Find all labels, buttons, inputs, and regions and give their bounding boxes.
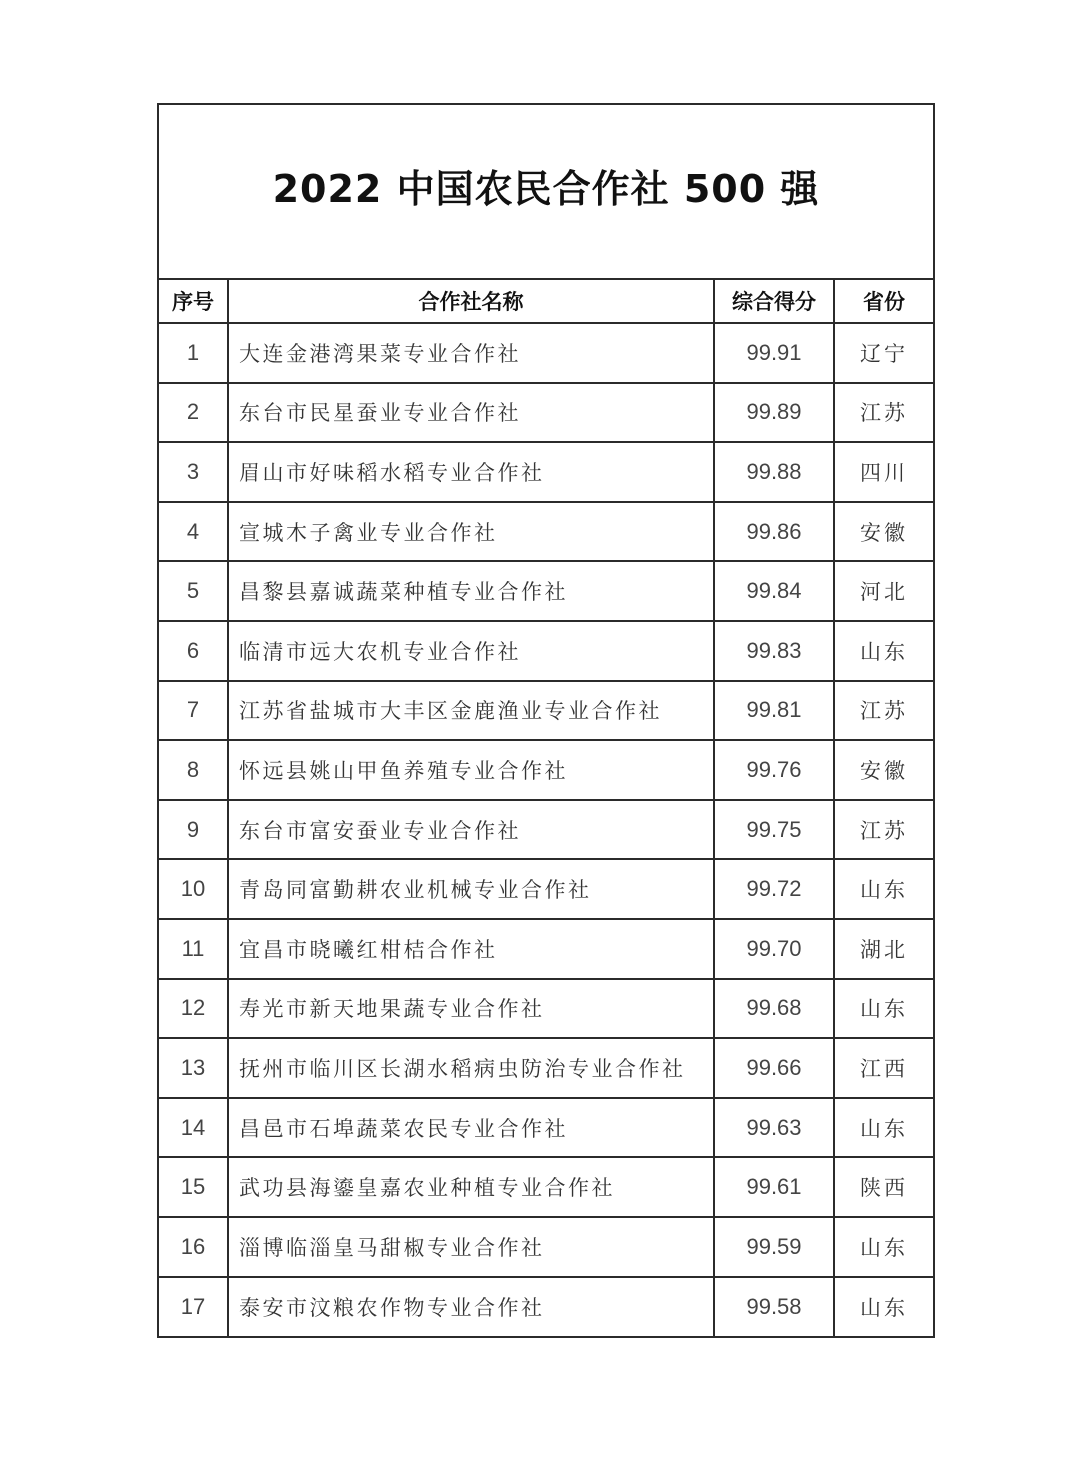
header-score: 综合得分 xyxy=(714,280,834,323)
table-row xyxy=(159,323,933,383)
cell-index: 17 xyxy=(159,1277,228,1337)
cell-score: 99.68 xyxy=(714,979,834,1039)
cell-province: 河北 xyxy=(834,561,933,621)
cell-province: 陕西 xyxy=(834,1157,933,1217)
cell-score: 99.89 xyxy=(714,383,834,443)
cell-province: 安徽 xyxy=(834,740,933,800)
ranking-table xyxy=(159,280,933,1336)
cell-province: 江苏 xyxy=(834,383,933,443)
cell-province: 山东 xyxy=(834,621,933,681)
cell-cooperative-name: 江苏省盐城市大丰区金鹿渔业专业合作社 xyxy=(228,681,714,741)
cell-province: 江西 xyxy=(834,1038,933,1098)
table-row xyxy=(159,383,933,443)
cell-score: 99.83 xyxy=(714,621,834,681)
cell-score: 99.59 xyxy=(714,1217,834,1277)
cell-province: 山东 xyxy=(834,1098,933,1158)
table-row xyxy=(159,740,933,800)
table-row xyxy=(159,1277,933,1337)
table-body xyxy=(159,323,933,1336)
cell-index: 16 xyxy=(159,1217,228,1277)
cell-province: 辽宁 xyxy=(834,323,933,383)
cell-province: 江苏 xyxy=(834,681,933,741)
table-header-row xyxy=(159,280,933,323)
title-cell xyxy=(159,105,933,280)
cell-index: 15 xyxy=(159,1157,228,1217)
table-row xyxy=(159,979,933,1039)
cell-cooperative-name: 宣城木子禽业专业合作社 xyxy=(228,502,714,562)
cell-province: 江苏 xyxy=(834,800,933,860)
table-row xyxy=(159,621,933,681)
table-row xyxy=(159,502,933,562)
cell-score: 99.66 xyxy=(714,1038,834,1098)
table-row xyxy=(159,859,933,919)
table-row xyxy=(159,1038,933,1098)
cell-score: 99.81 xyxy=(714,681,834,741)
cell-index: 2 xyxy=(159,383,228,443)
table-row xyxy=(159,442,933,502)
cell-score: 99.84 xyxy=(714,561,834,621)
cell-cooperative-name: 怀远县姚山甲鱼养殖专业合作社 xyxy=(228,740,714,800)
header-index: 序号 xyxy=(159,280,228,323)
table-row xyxy=(159,681,933,741)
cell-province: 山东 xyxy=(860,1295,908,1320)
cell-cooperative-name: 东台市富安蚕业专业合作社 xyxy=(228,800,714,860)
cell-cooperative-name: 东台市民星蚕业专业合作社 xyxy=(228,383,714,443)
table-row xyxy=(159,919,933,979)
cell-index: 6 xyxy=(159,621,228,681)
cell-index: 7 xyxy=(159,681,228,741)
cell-cooperative-name: 抚州市临川区长湖水稻病虫防治专业合作社 xyxy=(228,1038,714,1098)
cell-score: 99.88 xyxy=(714,442,834,502)
header-name: 合作社名称 xyxy=(228,280,714,323)
cell-province: 山东 xyxy=(834,979,933,1039)
table-row xyxy=(159,1217,933,1277)
cell-cooperative-name: 眉山市好味稻水稻专业合作社 xyxy=(228,442,714,502)
cell-cooperative-name: 青岛同富勤耕农业机械专业合作社 xyxy=(228,859,714,919)
cell-index: 10 xyxy=(159,859,228,919)
cell-province: 安徽 xyxy=(834,502,933,562)
cell-cooperative-name: 宜昌市晓曦红柑桔合作社 xyxy=(228,919,714,979)
table-row xyxy=(159,1098,933,1158)
cell-cooperative-name: 昌黎县嘉诚蔬菜种植专业合作社 xyxy=(228,561,714,621)
cell-cooperative-name: 大连金港湾果菜专业合作社 xyxy=(228,323,714,383)
cell-score: 99.91 xyxy=(714,323,834,383)
cell-score: 99.75 xyxy=(714,800,834,860)
cell-province: 四川 xyxy=(834,442,933,502)
cell-index: 5 xyxy=(159,561,228,621)
cell-index: 9 xyxy=(159,800,228,860)
ranking-document xyxy=(157,103,935,1338)
cell-score: 99.58 xyxy=(714,1277,834,1337)
cell-score: 99.61 xyxy=(714,1157,834,1217)
cell-cooperative-name: 泰安市汶粮农作物专业合作社 xyxy=(228,1277,714,1337)
table-row xyxy=(159,561,933,621)
table-row xyxy=(159,800,933,860)
cell-index: 12 xyxy=(159,979,228,1039)
cell-score: 99.63 xyxy=(714,1098,834,1158)
page-title: 2022 中国农民合作社 500 强 xyxy=(272,167,820,211)
cell-province: 山东 xyxy=(834,1217,933,1277)
cell-score: 99.76 xyxy=(714,740,834,800)
cell-province: 湖北 xyxy=(834,919,933,979)
cell-cooperative-name: 寿光市新天地果蔬专业合作社 xyxy=(228,979,714,1039)
cell-province: 山东 xyxy=(834,859,933,919)
cell-index: 1 xyxy=(159,323,228,383)
cell-cooperative-name: 临清市远大农机专业合作社 xyxy=(228,621,714,681)
cell-index: 13 xyxy=(159,1038,228,1098)
cell-cooperative-name: 淄博临淄皇马甜椒专业合作社 xyxy=(228,1217,714,1277)
header-province: 省份 xyxy=(834,280,933,323)
table-row xyxy=(159,1157,933,1217)
cell-cooperative-name: 武功县海鎏皇嘉农业种植专业合作社 xyxy=(228,1157,714,1217)
cell-score: 99.86 xyxy=(714,502,834,562)
cell-cooperative-name: 昌邑市石埠蔬菜农民专业合作社 xyxy=(228,1098,714,1158)
cell-index: 3 xyxy=(159,442,228,502)
cell-index: 8 xyxy=(159,740,228,800)
cell-index: 11 xyxy=(159,919,228,979)
cell-score: 99.70 xyxy=(714,919,834,979)
cell-score: 99.72 xyxy=(714,859,834,919)
cell-index: 14 xyxy=(159,1098,228,1158)
cell-index: 4 xyxy=(159,502,228,562)
